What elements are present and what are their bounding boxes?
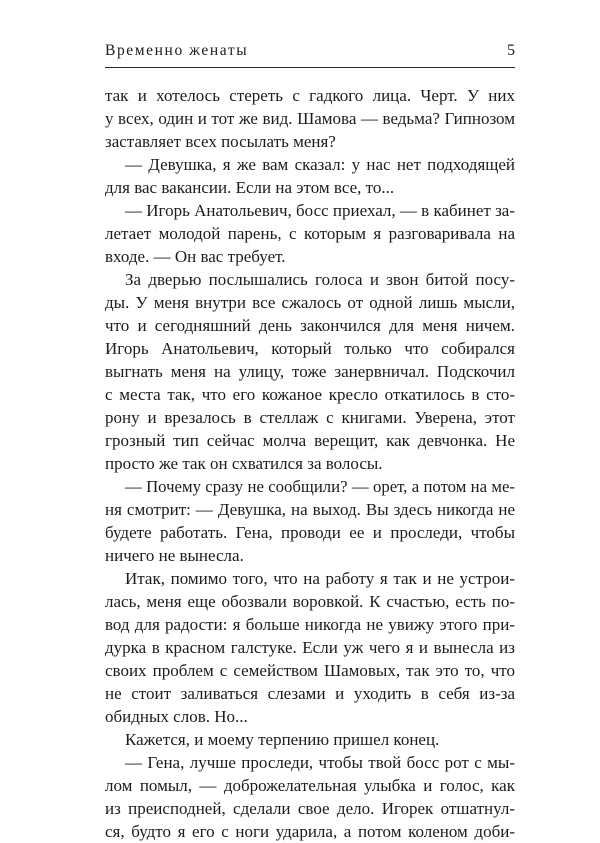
text-line: — Гена, лучше проследи, чтобы твой босс рот с мы- (125, 753, 515, 772)
text-line: Игорь Анатольевич, который только что собирался (105, 339, 515, 358)
text-line: что и сегодняшний день закончился для меня ничем. (105, 316, 515, 335)
text-line: дурка в красном галстуке. Если уж чего я и вынесла из (105, 638, 515, 657)
text-line: просто же так он схватился за волосы. (105, 454, 383, 473)
text-line: ничего не вынесла. (105, 546, 244, 565)
text-line: так и хотелось стереть с гадкого лица. Черт. У них (105, 86, 515, 105)
text-line: Кажется, и моему терпению пришел конец. (125, 730, 440, 749)
text-line: выгнать меня на улицу, тоже занервничал. Подскочил (105, 362, 515, 381)
text-line: ся, будто я его с ноги ударила, а потом коленом доби- (105, 822, 515, 841)
running-title: Временно женаты (105, 42, 249, 59)
text-line: — Девушка, я же вам сказал: у нас нет подходящей (125, 155, 515, 174)
text-line: — Почему сразу не сообщили? — орет, а потом на ме- (125, 477, 515, 496)
text-line: лом помыл, — доброжелательная улыбка и голос, как (105, 776, 515, 795)
text-line: будете работать. Гена, проводи ее и проследи, чтобы (105, 523, 515, 542)
text-line: летает молодой парень, с которым я разговаривала на (105, 224, 515, 243)
text-line: грозный тип сейчас молча верещит, как девчонка. Не (105, 431, 515, 450)
text-line: Итак, помимо того, что на работу я так и не устрои- (125, 569, 515, 588)
text-line: За дверью послышались голоса и звон битой посу- (125, 270, 515, 289)
text-line: вод для радости: я больше никогда не увижу этого при- (105, 615, 515, 634)
text-line: ды. У меня внутри все сжалось от одной лишь мысли, (105, 293, 515, 312)
page-number: 5 (507, 42, 515, 59)
text-line: ня смотрит: — Девушка, на выход. Вы здесь никогда не (105, 500, 515, 519)
text-line: — Игорь Анатольевич, босс приехал, — в кабинет за- (125, 201, 515, 220)
text-line: лась, меня еще обозвали воровкой. К счастью, есть по- (105, 592, 515, 611)
text-line: с места так, что его кожаное кресло откатилось в сто- (105, 385, 515, 404)
text-line: своих проблем с семейством Шамовых, так это то, что (105, 661, 515, 680)
text-line: из преисподней, сделали свое дело. Игорек отшатнул- (105, 799, 515, 818)
text-line: заставляет всех посылать меня? (105, 132, 336, 151)
header-rule (105, 67, 515, 68)
text-line: для вас вакансии. Если на этом все, то... (105, 178, 395, 197)
text-line: не стоит заливаться слезами и уходить в себя из-за (105, 684, 515, 703)
running-head (105, 42, 515, 66)
text-line: входе. — Он вас требует. (105, 247, 286, 266)
text-line: рону и врезалось в стеллаж с книгами. Уверена, этот (105, 408, 515, 427)
body-text (105, 84, 515, 843)
text-line: у всех, один и тот же вид. Шамова — ведьма? Гипнозом (105, 109, 515, 128)
text-line: обидных слов. Но... (105, 707, 248, 726)
